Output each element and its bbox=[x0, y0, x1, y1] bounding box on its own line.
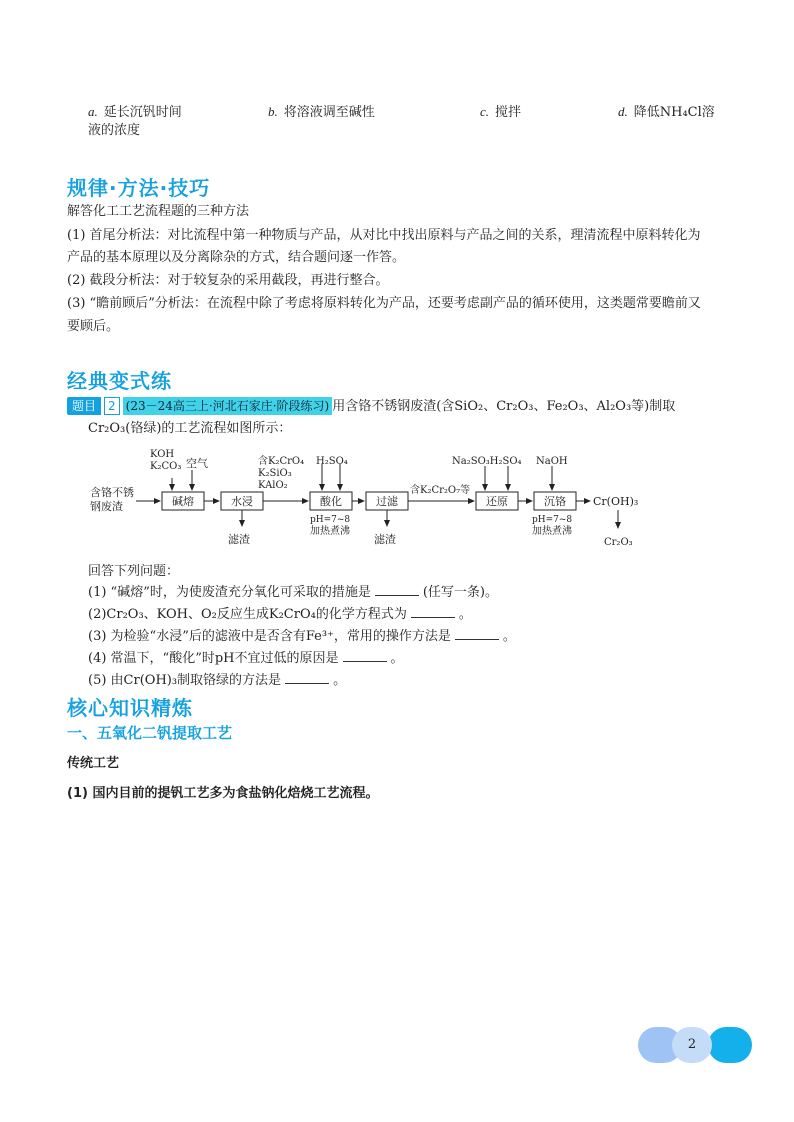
flow-start-line1: 含铬不锈 bbox=[90, 486, 134, 499]
answer-intro: 回答下列问题： bbox=[88, 564, 180, 579]
option-a: a. 延长沉钒时间 bbox=[88, 104, 182, 120]
flow-output-residue1: 滤渣 bbox=[228, 533, 250, 546]
option-b: b. 将溶液调至碱性 bbox=[268, 104, 375, 120]
question-1: (1) “碱熔”时，为使废渣充分氧化可采取的措施是 (任写一条)。 bbox=[88, 585, 498, 600]
flow-final-product: Cr₂O₃ bbox=[604, 537, 633, 548]
section-title-core: 核心知识精炼 bbox=[67, 696, 193, 720]
rules-p3-line1: (3) “瞻前顾后”分析法：在流程中除了考虑将原料转化为产品，还要考虑副产品的循环使用，这类题常要瞻前又 bbox=[67, 296, 701, 311]
option-c: c. 搅拌 bbox=[480, 104, 522, 120]
section-title-rules: 规律·方法·技巧 bbox=[67, 176, 211, 200]
flow-label-box2: 水浸 bbox=[231, 495, 253, 508]
flow-label-box3: 酸化 bbox=[320, 495, 342, 508]
flow-label-box6: 沉铬 bbox=[544, 495, 566, 508]
flow-input-k2co3: K₂CO₃ bbox=[150, 461, 182, 472]
question-header bbox=[67, 396, 675, 418]
answer-blank-5[interactable] bbox=[285, 671, 329, 684]
flow-input-koh: KOH bbox=[150, 449, 175, 460]
answer-blank-3[interactable] bbox=[455, 627, 499, 640]
rules-p1-line2: 产品的基本原理以及分离除杂的方式，结合题问逐一作答。 bbox=[67, 250, 406, 265]
flow-mid-label: 含K₂Cr₂O₇等 bbox=[410, 485, 471, 496]
flow-label-box5: 还原 bbox=[486, 495, 508, 508]
process-flow-diagram bbox=[80, 448, 660, 553]
flow-input-k2cro4: 含K₂CrO₄ bbox=[258, 456, 305, 467]
flow-label-box4: 过滤 bbox=[376, 495, 398, 508]
flow-cond1-heat: 加热煮沸 bbox=[310, 526, 350, 537]
answer-blank-1[interactable] bbox=[375, 583, 419, 596]
flow-cond2-ph: pH=7~8 bbox=[532, 515, 573, 525]
question-number: 2 bbox=[104, 397, 120, 415]
rules-p3-line2: 要顾后。 bbox=[67, 319, 120, 334]
flow-input-na2so3-h2so4: Na₂SO₃H₂SO₄ bbox=[452, 456, 522, 467]
option-d-continued: 液的浓度 bbox=[88, 123, 141, 138]
question-tag: 题目 bbox=[67, 397, 101, 415]
option-d: d. 降低NH₄Cl溶 bbox=[618, 104, 715, 120]
question-5: (5) 由Cr(OH)₃制取铬绿的方法是 。 bbox=[88, 673, 347, 688]
flow-input-k2sio3: K₂SiO₃ bbox=[258, 468, 292, 479]
core-bold-paragraph: (1) 国内目前的提钒工艺多为食盐钠化焙烧工艺流程。 bbox=[67, 786, 379, 801]
section-title-practice: 经典变式练 bbox=[67, 369, 172, 393]
flow-product: Cr(OH)₃ bbox=[593, 495, 639, 508]
flow-label-box1: 碱熔 bbox=[172, 495, 194, 508]
flow-cond1-ph: pH=7~8 bbox=[310, 515, 351, 525]
answer-blank-2[interactable] bbox=[411, 605, 455, 618]
answer-blank-4[interactable] bbox=[343, 649, 387, 662]
flow-start-line2: 钢废渣 bbox=[90, 500, 123, 513]
question-stem-line2: Cr₂O₃(铬绿)的工艺流程如图所示： bbox=[88, 421, 292, 436]
rules-p1-line1: (1) 首尾分析法：对比流程中第一种物质与产品，从对比中找出原料与产品之间的关系，理清流程中原料转化为 bbox=[67, 228, 701, 243]
rules-p2: (2) 截段分析法：对于较复杂的采用截段，再进行整合。 bbox=[67, 273, 389, 288]
page-number: 2 bbox=[672, 1027, 712, 1063]
flow-input-h2so4: H₂SO₄ bbox=[316, 456, 348, 467]
question-stem-line1: 用含铬不锈钢废渣(含SiO₂、Cr₂O₃、Fe₂O₃、Al₂O₃等)制取 bbox=[332, 399, 676, 414]
core-bold-heading: 传统工艺 bbox=[67, 756, 120, 771]
core-subtitle: 一、五氧化二钒提取工艺 bbox=[67, 724, 233, 742]
question-3: (3) 为检验“水浸”后的滤液中是否含有Fe³⁺，常用的操作方法是 。 bbox=[88, 629, 516, 644]
flow-cond2-heat: 加热煮沸 bbox=[532, 526, 572, 537]
flow-input-kalo2: KAlO₂ bbox=[258, 480, 288, 491]
question-4: (4) 常温下，“酸化”时pH不宜过低的原因是 。 bbox=[88, 651, 404, 666]
flow-output-residue2: 滤渣 bbox=[374, 533, 396, 546]
question-source: (23－24高三上·河北石家庄·阶段练习) bbox=[123, 397, 333, 415]
question-2: (2)Cr₂O₃、KOH、O₂反应生成K₂CrO₄的化学方程式为 。 bbox=[88, 607, 472, 622]
rules-intro: 解答化工工艺流程题的三种方法 bbox=[67, 204, 250, 219]
flow-input-air: 空气 bbox=[186, 457, 208, 470]
page-decor-right bbox=[708, 1027, 752, 1063]
flow-input-naoh: NaOH bbox=[536, 456, 568, 467]
